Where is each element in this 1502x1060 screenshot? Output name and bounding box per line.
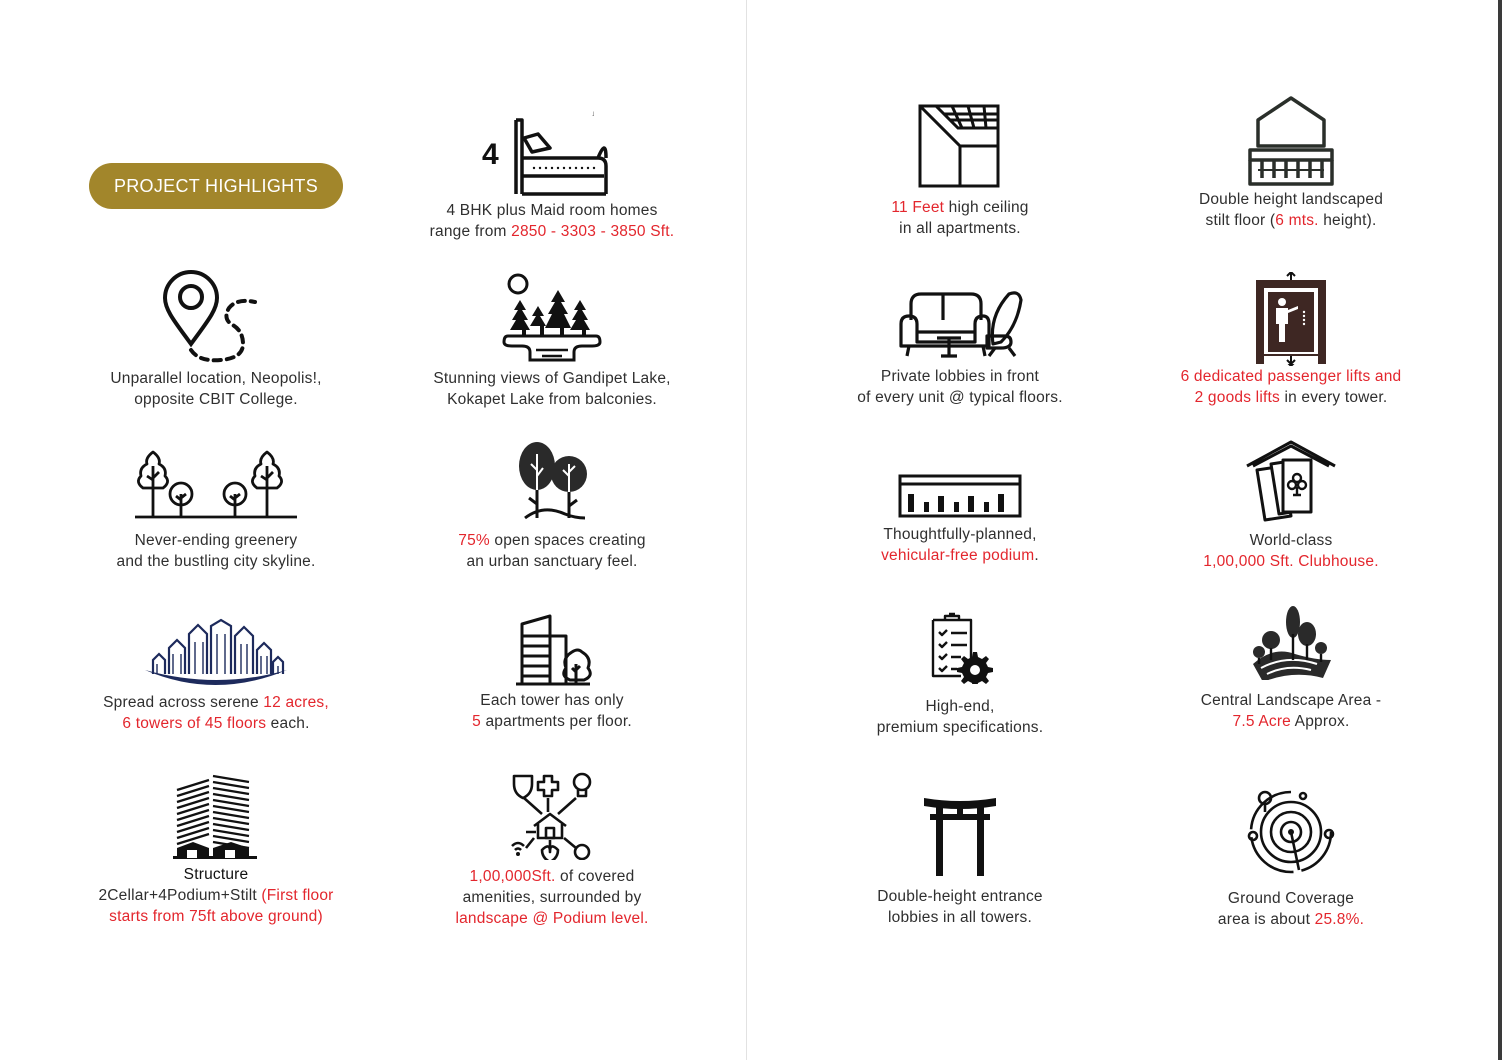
ground-coverage-icon [1245,786,1337,878]
lake-line-1: Stunning views of Gandipet Lake, [433,370,671,387]
highlight-lifts [1131,272,1451,408]
greenery-line-2: and the bustling city skyline. [116,553,316,570]
specs-line-1: High-end, [925,698,995,715]
highlight-central-landscape [1131,604,1451,732]
open-percent: 75% [458,532,490,549]
lobby-line-1: Private lobbies in front [880,368,1040,385]
location-pin-icon [161,270,271,366]
highlight-entrance [800,796,1120,928]
highlight-ground-coverage [1131,786,1451,930]
landscape-area: 7.5 Acre [1232,713,1291,730]
page-divider [746,0,747,1060]
ceiling-height: 11 Feet [891,199,945,216]
highlight-acres [56,618,376,734]
gate-icon [922,796,998,876]
club-line-2: 1,00,000 Sft. Clubhouse. [1203,553,1379,570]
amenities-line-2: amenities, surrounded by [462,889,642,906]
highlight-ceiling [800,104,1120,239]
amenities-line-1b: of covered [555,868,635,885]
acres-towers: 6 towers of 45 floors [122,715,267,732]
specs-line-2: premium specifications. [876,719,1044,736]
highlight-specifications [800,612,1120,738]
open-line-2: an urban sanctuary feel. [466,553,638,570]
stilt-line-2c: height). [1318,212,1377,229]
highlight-bhk [392,116,712,242]
section-badge: PROJECT HIGHLIGHTS [89,163,343,209]
highlight-amenities [392,770,712,929]
bed-count: 4 [482,138,499,171]
open-line-1: open spaces creating [489,532,646,549]
structure-title: Structure [183,866,249,883]
coverage-line-2a: area is about [1217,911,1315,928]
central-landscape-icon [1247,604,1335,680]
entrance-line-1: Double-height entrance [877,888,1043,905]
stilt-line-2a: stilt floor ( [1205,212,1276,229]
bed-icon [472,116,632,198]
club-line-1: World-class [1249,532,1333,549]
podium-line-2: vehicular-free podium [881,547,1035,564]
greenery-line-1: Never-ending greenery [134,532,298,549]
building-icon [512,614,592,686]
skyline-towers-icon [143,618,289,686]
podium-line-1: Thoughtfully-planned, [883,526,1037,543]
stilt-height: 6 mts. [1275,212,1319,229]
structure-line-2: starts from 75ft above ground) [109,908,323,925]
lobby-line-2: of every unit @ typical floors. [857,389,1063,406]
sofa-icon [897,288,1023,360]
acres-value: 12 acres, [263,694,329,711]
lake-view-icon [502,270,602,366]
highlight-private-lobby [800,288,1120,408]
highlight-greenery [56,448,376,572]
amenities-area: 1,00,000Sft. [469,868,556,885]
tower-apartments: 5 [472,713,481,730]
tower-line-2b: apartments per floor. [480,713,632,730]
highlight-tower [392,614,712,732]
bhk-line-2a: range from [429,223,512,240]
ceiling-line-1b: high ceiling [944,199,1029,216]
elevator-icon [1252,272,1330,366]
structure-towers-icon [171,768,261,860]
lifts-goods: 2 goods lifts [1194,389,1280,406]
corner-mark: ˩ [592,112,595,118]
highlight-open-space [392,440,712,572]
location-line-1: Unparallel location, Neopolis!, [110,370,322,387]
clubhouse-cards-icon [1245,440,1337,524]
structure-line-1a: 2Cellar+4Podium+Stilt [98,887,262,904]
acres-line-2b: each. [266,715,310,732]
amenities-line-3: landscape @ Podium level. [455,910,649,927]
podium-dot: . [1034,547,1039,564]
highlight-structure [56,768,376,927]
highlight-podium [800,472,1120,566]
coverage-line-1: Ground Coverage [1227,890,1355,907]
landscape-line-1: Central Landscape Area - [1200,692,1382,709]
highlight-clubhouse [1131,440,1451,572]
tower-line-1: Each tower has only [480,692,624,709]
lifts-line-1: 6 dedicated passenger lifts and [1180,368,1402,385]
highlight-stilt [1131,96,1451,231]
acres-line-1a: Spread across serene [103,694,264,711]
ceiling-line-2: in all apartments. [899,220,1021,237]
location-line-2: opposite CBIT College. [134,391,298,408]
landscape-line-2b: Approx. [1291,713,1350,730]
entrance-line-2: lobbies in all towers. [888,909,1032,926]
coverage-value: 25.8%. [1314,911,1365,928]
highlight-lake [392,270,712,410]
stilt-line-1: Double height landscaped [1198,191,1384,208]
greenery-icon [131,448,301,522]
highlight-location [56,270,376,410]
lake-line-2: Kokapet Lake from balconies. [447,391,657,408]
open-space-trees-icon [507,440,597,522]
page-edge [1498,0,1502,1060]
podium-icon [898,472,1022,518]
ceiling-icon [918,104,1002,188]
amenities-network-icon [506,770,598,860]
lifts-line-2b: in every tower. [1279,389,1388,406]
checklist-gear-icon [927,612,993,684]
bhk-sizes: 2850 - 3303 - 3850 Sft. [511,223,675,240]
bhk-line-1: 4 BHK plus Maid room homes [446,202,658,219]
stilt-house-icon [1244,96,1338,188]
structure-line-1b: (First floor [261,887,334,904]
